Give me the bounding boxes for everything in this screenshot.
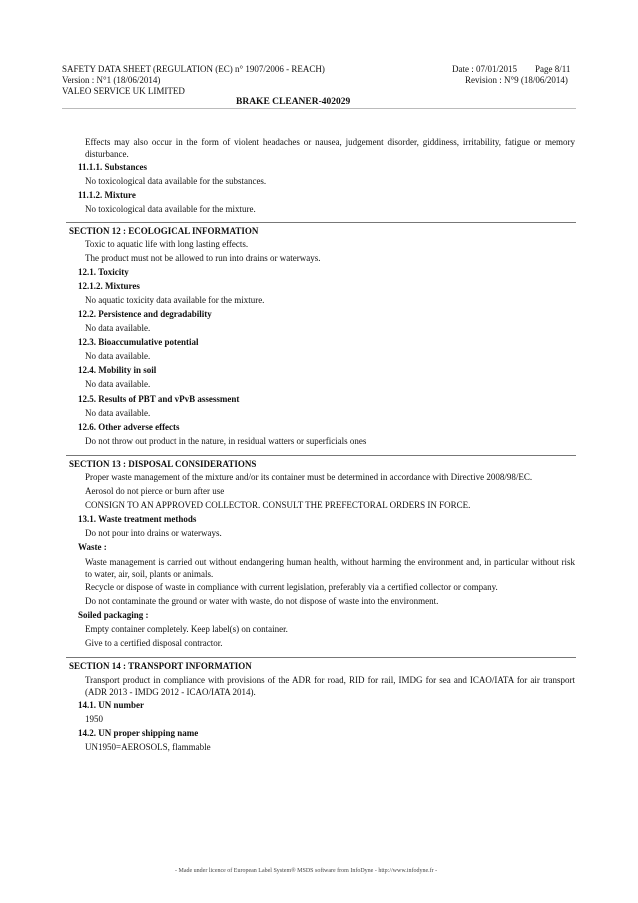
sds-title: SAFETY DATA SHEET (REGULATION (EC) n° 1907/2006 - REACH) (62, 64, 325, 74)
section-12-line-1: Toxic to aquatic life with long lasting effects. (85, 239, 249, 249)
section-12-divider (66, 222, 576, 223)
substances-heading: 11.1.1. Substances (78, 162, 148, 172)
pbt-heading: 12.5. Results of PBT and vPvB assessment (78, 394, 240, 404)
version-label: Version : N°1 (18/06/2014) (62, 75, 161, 85)
mobility-heading: 12.4. Mobility in soil (78, 365, 157, 375)
page-number: Page 8/11 (535, 64, 571, 74)
soiled-text-1: Empty container completely. Keep label(s) on container. (85, 624, 288, 634)
waste-methods-heading: 13.1. Waste treatment methods (78, 514, 197, 524)
effects-text: Effects may also occur in the form of violent headaches or nausea, judgement disorder, giddiness, irritability, fatigue or memory disturbance. (85, 137, 575, 159)
waste-methods-text: Do not pour into drains or waterways. (85, 528, 222, 538)
header-divider (62, 108, 576, 109)
document-date: Date : 07/01/2015 (452, 64, 517, 74)
waste-label: Waste : (78, 542, 107, 552)
section-14-divider (66, 657, 576, 658)
un-number-value: 1950 (85, 714, 103, 724)
un-number-heading: 14.1. UN number (78, 700, 145, 710)
shipping-name-heading: 14.2. UN proper shipping name (78, 728, 199, 738)
section-13-line-3: CONSIGN TO AN APPROVED COLLECTOR. CONSULT THE PREFECTORAL ORDERS IN FORCE. (85, 500, 471, 510)
pbt-text: No data available. (85, 408, 151, 418)
bioaccumulative-heading: 12.3. Bioaccumulative potential (78, 337, 199, 347)
bioaccumulative-text: No data available. (85, 351, 151, 361)
mixture-heading: 11.1.2. Mixture (78, 190, 136, 200)
substances-text: No toxicological data available for the substances. (85, 176, 267, 186)
persistence-heading: 12.2. Persistence and degradability (78, 309, 212, 319)
mobility-text: No data available. (85, 379, 151, 389)
section-12-heading: SECTION 12 : ECOLOGICAL INFORMATION (69, 226, 259, 236)
persistence-text: No data available. (85, 323, 151, 333)
waste-text-1: Waste management is carried out without endangering human health, without harming the environment and, in particular without risk to water, air, soil, plants or animals. (85, 557, 575, 579)
revision-label: Revision : N°9 (18/06/2014) (465, 75, 568, 85)
section-14-heading: SECTION 14 : TRANSPORT INFORMATION (69, 661, 252, 671)
other-effects-text: Do not throw out product in the nature, in residual watters or superficials ones (85, 436, 367, 446)
section-12-line-2: The product must not be allowed to run into drains or waterways. (85, 253, 321, 263)
other-effects-heading: 12.6. Other adverse effects (78, 422, 180, 432)
section-13-line-1: Proper waste management of the mixture and/or its container must be determined in accordance with Directive 2008/98/EC. (85, 472, 533, 482)
shipping-name-value: UN1950=AEROSOLS, flammable (85, 742, 211, 752)
waste-text-3: Do not contaminate the ground or water with waste, do not dispose of waste into the environment. (85, 596, 439, 606)
mixtures-heading: 12.1.2. Mixtures (78, 281, 140, 291)
mixtures-text: No aquatic toxicity data available for the mixture. (85, 295, 265, 305)
footer-licence: - Made under licence of European Label System® MSDS software from InfoDyne - http://www.infodyne.fr - (175, 868, 438, 874)
company-name: VALEO SERVICE UK LIMITED (62, 86, 185, 96)
waste-text-2: Recycle or dispose of waste in compliance with current legislation, preferably via a certified collector or company. (85, 582, 498, 592)
product-name: BRAKE CLEANER-402029 (236, 97, 351, 107)
section-13-heading: SECTION 13 : DISPOSAL CONSIDERATIONS (69, 459, 257, 469)
section-13-divider (66, 455, 576, 456)
mixture-text: No toxicological data available for the mixture. (85, 204, 256, 214)
toxicity-heading: 12.1. Toxicity (78, 267, 129, 277)
section-13-line-2: Aerosol do not pierce or burn after use (85, 486, 225, 496)
transport-intro: Transport product in compliance with provisions of the ADR for road, RID for rail, IMDG for sea and ICAO/IATA for air transport (ADR 2013 - IMDG 2012 - ICAO/IATA 2014). (85, 675, 575, 697)
soiled-text-2: Give to a certified disposal contractor. (85, 638, 223, 648)
soiled-packaging-label: Soiled packaging : (78, 610, 149, 620)
